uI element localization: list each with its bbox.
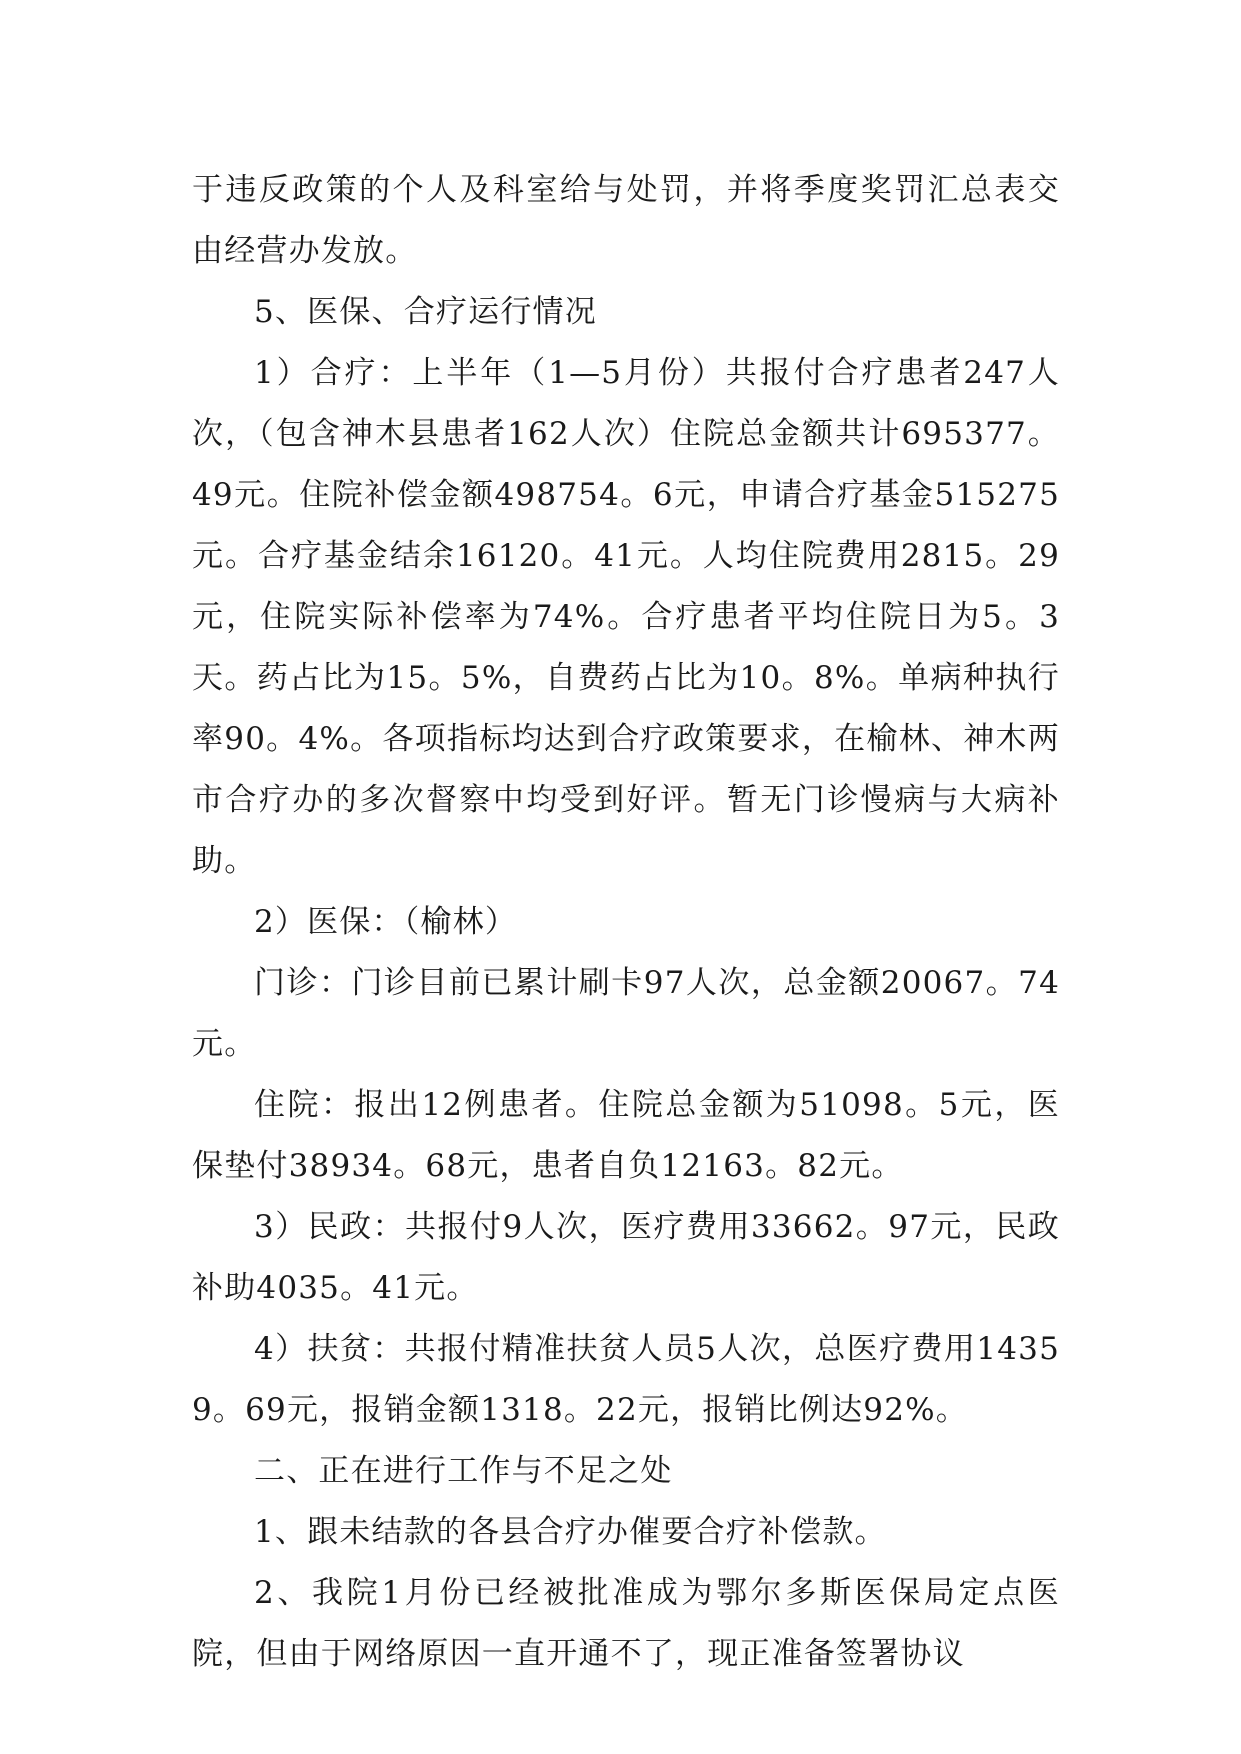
paragraph-outpatient: 门诊：门诊目前已累计刷卡97人次，总金额20067。74元。 [192,965,1060,1062]
heading-medical-insurance-yulin: 2）医保：（榆林） [254,904,518,940]
heading-ongoing-work: 二、正在进行工作与不足之处 [254,1453,673,1489]
paragraph-ongoing-item-2: 2、我院1月份已经被批准成为鄂尔多斯医保局定点医院，但由于网络原因一直开通不了，现正准备签署协议 [192,1575,1060,1672]
paragraph-civil-affairs: 3）民政：共报付9人次，医疗费用33662。97元，民政补助4035。41元。 [192,1209,1060,1306]
paragraph-cooperative-medical: 1）合疗：上半年（1—5月份）共报付合疗患者247人次，（包含神木县患者162人次）住院总金额共计695377。49元。住院补偿金额498754。6元，申请合疗基金515275元。合疗基金结余16120。41元。人均住院费用2815。29元，住院实际补偿率为74%。合疗患者平均住院日为5。3天。药占比为15。5%，自费药占比为10。8%。单病种执行率90。4%。各项指标均达到合疗政策要求，在榆林、神木两市合疗办的多次督察中均受到好评。暂无门诊慢病与大病补助。 [192,355,1060,879]
paragraph-poverty-alleviation: 4）扶贫：共报付精准扶贫人员5人次，总医疗费用14359。69元，报销金额1318。22元，报销比例达92%。 [192,1331,1060,1428]
paragraph-ongoing-item-1: 1、跟未结款的各县合疗办催要合疗补偿款。 [254,1514,887,1550]
heading-insurance-operation: 5、医保、合疗运行情况 [254,294,597,330]
paragraph-inpatient: 住院：报出12例患者。住院总金额为51098。5元，医保垫付38934。68元，患者自负12163。82元。 [192,1087,1060,1184]
paragraph-penalty-continuation: 于违反政策的个人及科室给与处罚，并将季度奖罚汇总表交由经营办发放。 [192,172,1060,269]
document-page [192,160,1060,1685]
